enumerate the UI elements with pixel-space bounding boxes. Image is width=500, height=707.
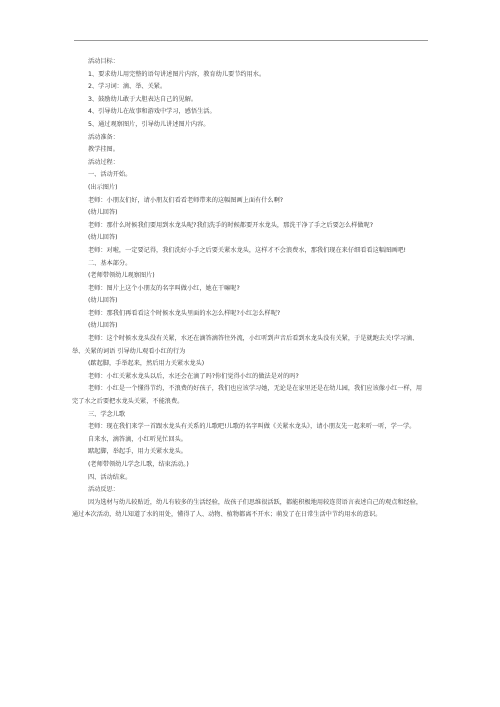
lesson-plan-body	[72, 56, 426, 522]
text-line: 3、鼓励幼儿敢于大胆表达自己的见解。	[88, 95, 198, 103]
text-line: 老师：图片上这个小朋友的名字叫做小红，她在干嘛呢?	[88, 284, 240, 292]
text-line: (幼儿回答)	[88, 297, 118, 305]
text-line: 老师：现在我们来学一首跟水龙头有关系的儿歌吧!儿歌的名字叫做《关紧水龙头》，请小朋友先一起来听一听，学一学。	[88, 423, 416, 431]
text-line: (踮起脚，手举起来，然后用力关紧水龙头)	[88, 360, 205, 368]
text-line: (幼儿回答)	[88, 209, 118, 217]
text-line: 活动反思：	[88, 486, 119, 494]
text-line: 踮起脚，举起手，用力关紧水龙头。	[88, 448, 187, 456]
text-line: 一、活动开始。	[88, 171, 132, 179]
text-line: (老师带领幼儿学念儿歌，结束活动。)	[88, 461, 189, 468]
text-line: 5、通过观察图片，引导幼儿讲述图片内容。	[88, 120, 210, 128]
text-line: (出示图片)	[88, 183, 118, 191]
text-line: (幼儿回答)	[88, 322, 118, 330]
text-line: 2、学习词：滴、举、关紧。	[88, 83, 167, 91]
text-line: 二、基本部分。	[88, 259, 132, 267]
text-line: 老师：小朋友们好，请小朋友们看看老师带来的这幅图画上面有什么啊?	[88, 196, 284, 204]
text-line: 老师：这个时候水龙头没有关紧，水还在滴答滴答往外流，小红听到声音后看到水龙头没有关紧，于是就跑去关!学习滴、举、关紧的词语 引导幼儿观看小红的行为	[72, 335, 419, 355]
text-line: 活动目标：	[88, 58, 119, 65]
text-line: 活动准备：	[88, 133, 119, 141]
text-line: 老师：小红关紧水龙头以后，水还会在滴了吗?你们觉得小红的做法是对的吗?	[88, 372, 299, 380]
text-line: 1、要求幼儿用完整的语句讲述图片内容，教育幼儿要节约用水。	[88, 70, 266, 78]
text-line: 老师：那我们再看看这个时候水龙头里面的水怎么样呢?小红怎么样呢?	[88, 309, 281, 317]
text-line: 老师：对啦，一定要记得，我们洗好小手之后要关紧水龙头，这样才不会浪费水，那我们现在来仔细看看这幅图画吧!	[88, 246, 407, 254]
text-line: (老师带领幼儿观察图片)	[88, 272, 155, 280]
text-line: (幼儿回答)	[88, 234, 118, 242]
text-line: 因为选材与幼儿较贴近，幼儿有较多的生活经验，故孩子们思维很活跃，都能积极地用较连贯语言表述自己的观点和经验，通过本次活动，幼儿知道了水的用处，懂得了人、动物、植物都离不开水；萌发了在日常生活中节约用水的意识。	[72, 498, 423, 519]
text-line: 老师：小红是一个懂得节约，不浪费的好孩子，我们也应该学习她，无论是在家里还是在幼儿园，我们应该像小红一样，用完了水之后要把水龙头关紧，不能浪费。	[72, 385, 423, 406]
text-line: 四、活动结束。	[88, 473, 132, 481]
text-line: 活动过程：	[88, 158, 119, 166]
text-line: 自来水，滴答滴，小红听见忙回头。	[88, 435, 187, 443]
text-line: 三、学念儿歌	[88, 410, 126, 418]
text-line: 老师：那什么时候我们要用到水龙头呢?我们洗手的时候都要开水龙头，那洗干净了手之后要怎么样做呢?	[88, 221, 374, 229]
header-rule	[74, 40, 428, 41]
text-line: 教学挂图。	[88, 146, 119, 154]
text-line: 4、引导幼儿在故事和游戏中学习，感悟生活。	[88, 108, 216, 116]
